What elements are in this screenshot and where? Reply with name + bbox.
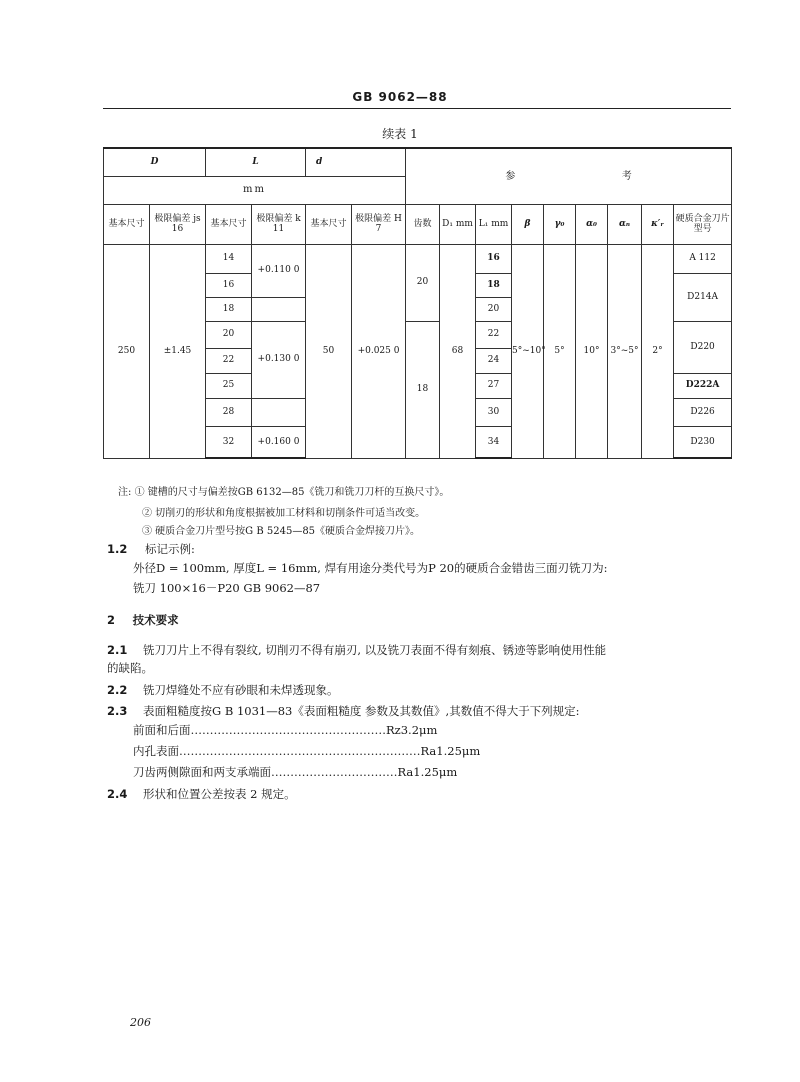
col-kr: κ′ᵣ bbox=[642, 204, 674, 244]
L1-cell: 34 bbox=[476, 426, 512, 458]
note-3: ③ 硬质合金刀片型号按G B 5245—85《硬质合金焊接刀片》。 bbox=[142, 526, 421, 537]
L1-cell: 24 bbox=[476, 348, 512, 373]
L-dev-cell: +0.160 0 bbox=[252, 426, 306, 458]
col-basic-L: 基本尺寸 bbox=[206, 204, 252, 244]
note-1 bbox=[118, 483, 449, 498]
section-2-3-text: 表面粗糙度按G B 1031—83《表面粗糙度 参数及其数值》,其数值不得大于下列规定: bbox=[143, 704, 580, 718]
L1-cell: 22 bbox=[476, 321, 512, 348]
col-dev-H7: 极限偏差 H 7 bbox=[352, 204, 406, 244]
L-cell: 25 bbox=[206, 373, 252, 398]
carbide-cell: D230 bbox=[674, 426, 732, 458]
L-cell: 14 bbox=[206, 244, 252, 273]
unit-mm: mm bbox=[104, 176, 406, 204]
note-prefix: 注: bbox=[118, 487, 132, 498]
section-2-2 bbox=[107, 682, 339, 698]
reference-label-b: 考 bbox=[621, 170, 632, 182]
beta-cell: 5°~10° bbox=[512, 244, 544, 458]
L1-cell: 20 bbox=[476, 297, 512, 321]
group-L-label: L bbox=[206, 148, 306, 176]
L1-cell: 27 bbox=[476, 373, 512, 398]
d-basic-cell: 50 bbox=[306, 244, 352, 458]
D-dev-cell: ±1.45 bbox=[150, 244, 206, 458]
section-2-1-number: 2.1 bbox=[107, 643, 128, 657]
teeth-cell: 20 bbox=[406, 244, 440, 321]
section-2-1 bbox=[107, 642, 606, 658]
section-1-2-title: 标记示例: bbox=[145, 542, 195, 556]
col-basic-d: 基本尺寸 bbox=[306, 204, 352, 244]
section-2-3 bbox=[107, 703, 580, 719]
header-rule bbox=[103, 108, 731, 109]
page-header: GB 9062—88 bbox=[352, 90, 448, 104]
L-dev-cell: +0.110 0 bbox=[252, 244, 306, 297]
marking-example-line-2: 铣刀 100×16－P20 GB 9062—87 bbox=[133, 581, 321, 595]
col-alphan: αₙ bbox=[608, 204, 642, 244]
carbide-cell: A 112 bbox=[674, 244, 732, 273]
section-2-2-number: 2.2 bbox=[107, 683, 128, 697]
L-cell: 28 bbox=[206, 398, 252, 426]
L-cell: 18 bbox=[206, 297, 252, 321]
col-dev-js16: 极限偏差 js 16 bbox=[150, 204, 206, 244]
L-cell: 22 bbox=[206, 348, 252, 373]
gamma-cell: 5° bbox=[544, 244, 576, 458]
col-teeth: 齿数 bbox=[406, 204, 440, 244]
L-dev-blank bbox=[252, 297, 306, 321]
table-caption: 续表 1 bbox=[382, 127, 418, 141]
section-2-title: 技术要求 bbox=[132, 613, 179, 627]
page-number: 206 bbox=[130, 1016, 151, 1029]
col-D1: D₁ mm bbox=[440, 204, 476, 244]
section-1-2-heading bbox=[107, 541, 195, 557]
section-2-2-text: 铣刀焊缝处不应有砂眼和未焊透现象。 bbox=[143, 683, 339, 697]
section-2-heading bbox=[107, 612, 179, 628]
col-basic-D: 基本尺寸 bbox=[104, 204, 150, 244]
alpha0-cell: 10° bbox=[576, 244, 608, 458]
section-2-4-number: 2.4 bbox=[107, 787, 128, 801]
D1-cell: 68 bbox=[440, 244, 476, 458]
alphan-cell: 3°~5° bbox=[608, 244, 642, 458]
section-2-1-text: 铣刀刀片上不得有裂纹, 切削刃不得有崩刃, 以及铣刀表面不得有刻痕、锈迹等影响使用性能 bbox=[143, 643, 607, 657]
section-2-4 bbox=[107, 786, 296, 802]
reference-label-a: 参 bbox=[505, 170, 516, 182]
carbide-cell: D214A bbox=[674, 273, 732, 321]
col-beta: β bbox=[512, 204, 544, 244]
roughness-line-1: 前面和后面……………………………………………Rz3.2μm bbox=[133, 723, 438, 737]
L1-cell: 18 bbox=[476, 273, 512, 297]
section-2-3-number: 2.3 bbox=[107, 704, 128, 718]
carbide-cell: D220 bbox=[674, 321, 732, 373]
reference-header bbox=[406, 148, 732, 204]
teeth-cell: 18 bbox=[406, 321, 440, 458]
roughness-line-2: 内孔表面………………………………………………………Ra1.25μm bbox=[133, 744, 481, 758]
group-d-label: d bbox=[306, 148, 406, 176]
spec-table bbox=[103, 147, 732, 459]
carbide-cell: D222A bbox=[674, 373, 732, 398]
L-dev-cell: +0.130 0 bbox=[252, 321, 306, 398]
L1-cell: 30 bbox=[476, 398, 512, 426]
carbide-cell: D226 bbox=[674, 398, 732, 426]
L-cell: 16 bbox=[206, 273, 252, 297]
group-D-label: D bbox=[104, 148, 206, 176]
col-dev-k11: 极限偏差 k 11 bbox=[252, 204, 306, 244]
L-cell: 20 bbox=[206, 321, 252, 348]
col-L1: L₁ mm bbox=[476, 204, 512, 244]
section-2-number: 2 bbox=[107, 613, 116, 627]
roughness-line-3: 刀齿两侧隙面和两支承端面……………………………Ra1.25μm bbox=[133, 765, 458, 779]
section-1-2-number: 1.2 bbox=[107, 542, 128, 556]
section-2-1-continuation: 的缺陷。 bbox=[107, 661, 153, 675]
col-alpha0: α₀ bbox=[576, 204, 608, 244]
d-dev-cell: +0.025 0 bbox=[352, 244, 406, 458]
col-gamma: γ₀ bbox=[544, 204, 576, 244]
note-2: ② 切削刃的形状和角度根据被加工材料和切削条件可适当改变。 bbox=[142, 508, 426, 519]
D-basic-cell: 250 bbox=[104, 244, 150, 458]
L-dev-blank bbox=[252, 398, 306, 426]
marking-example-line-1: 外径D = 100mm, 厚度L = 16mm, 焊有用途分类代号为P 20的硬质合金错齿三面刃铣刀为: bbox=[133, 561, 608, 575]
kr-cell: 2° bbox=[642, 244, 674, 458]
col-carbide: 硬质合金刀片型号 bbox=[674, 204, 732, 244]
note-1-text: ① 键槽的尺寸与偏差按GB 6132—85《铣刀和铣刀刀杆的互换尺寸》。 bbox=[134, 487, 450, 498]
L-cell: 32 bbox=[206, 426, 252, 458]
L1-cell: 16 bbox=[476, 244, 512, 273]
section-2-4-text: 形状和位置公差按表 2 规定。 bbox=[143, 787, 296, 801]
